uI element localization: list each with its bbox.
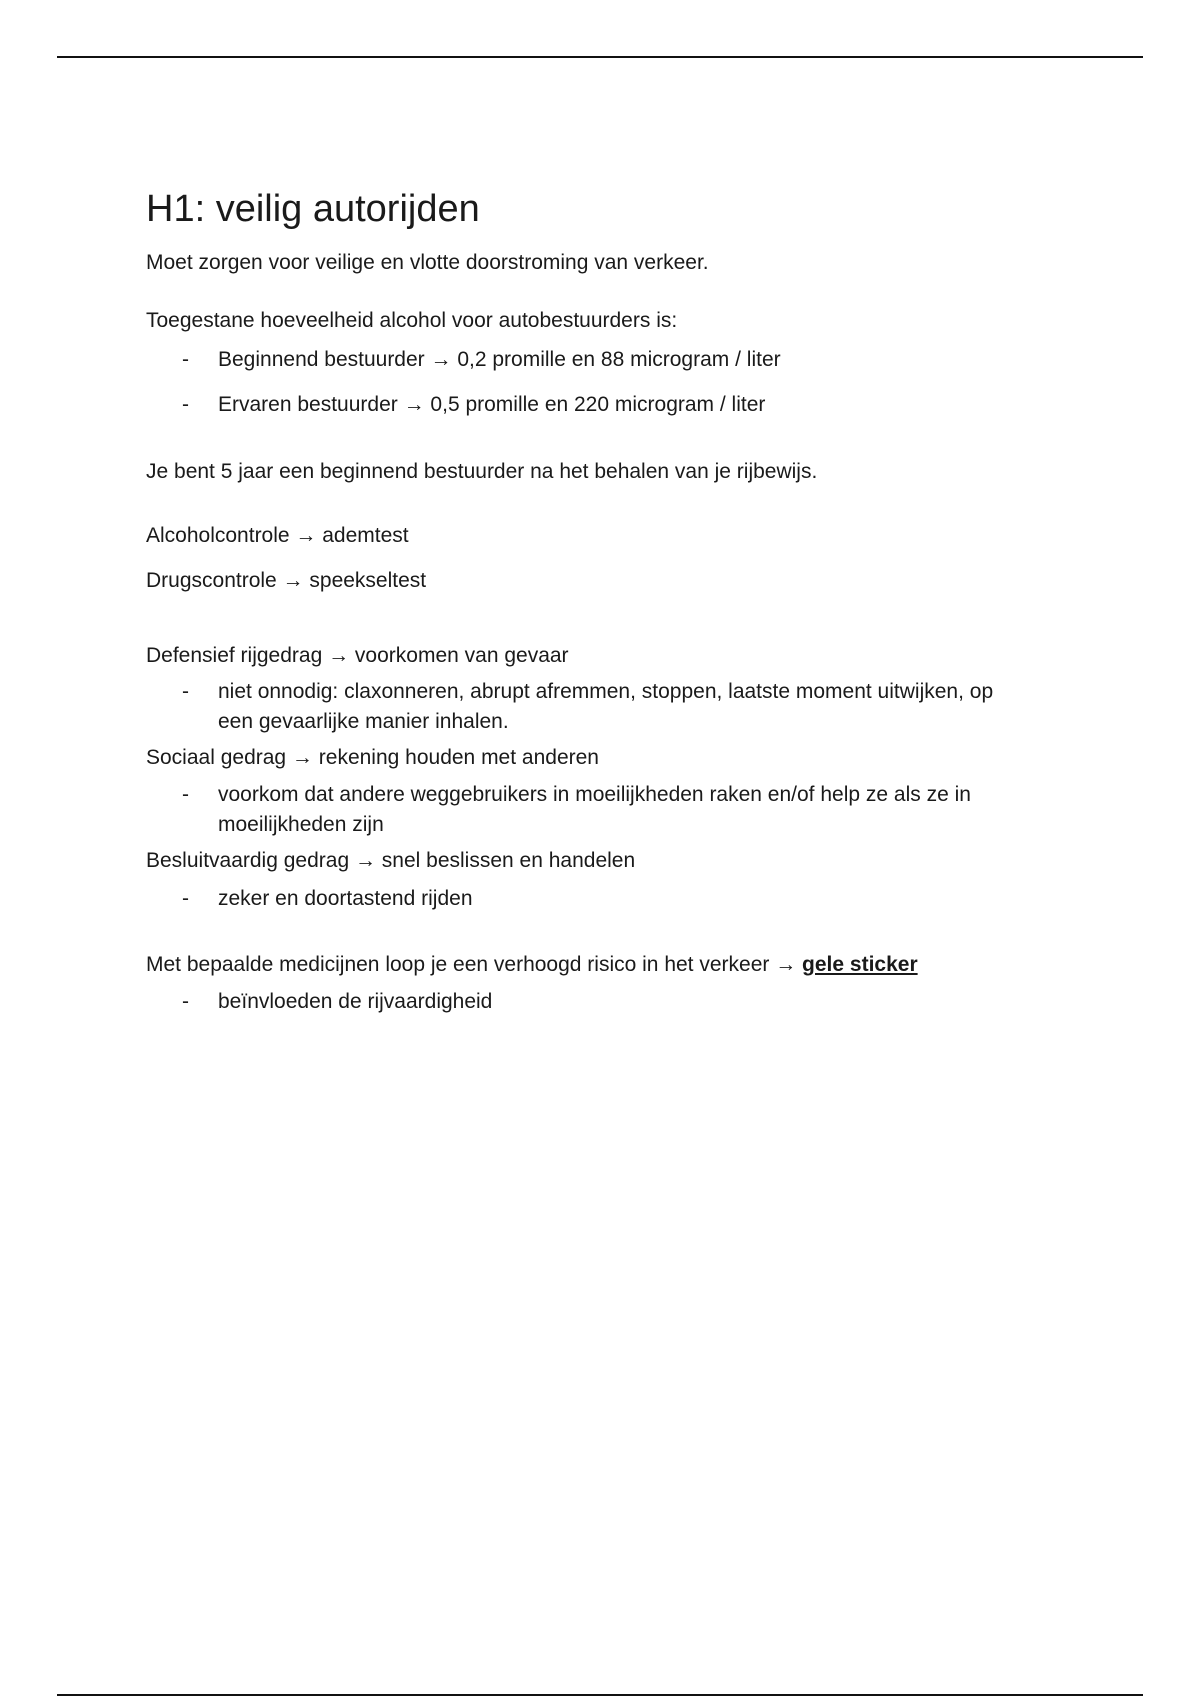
medicine-line	[146, 950, 918, 980]
bullet-dash: -	[182, 680, 189, 703]
alcohol-heading: Toegestane hoeveelheid alcohol voor autobestuurders is:	[146, 309, 678, 332]
intro-text: Moet zorgen voor veilige en vlotte doorstroming van verkeer.	[146, 251, 709, 274]
list-item-text: beïnvloeden de rijvaardigheid	[218, 990, 493, 1013]
list-item-text-line: een gevaarlijke manier inhalen.	[218, 710, 509, 733]
page-title: H1: veilig autorijden	[146, 188, 480, 230]
beginner-note: Je bent 5 jaar een beginnend bestuurder na het behalen van je rijbewijs.	[146, 460, 818, 483]
bottom-rule	[57, 1694, 1143, 1696]
list-item-text: Ervaren bestuurder → 0,5 promille en 220 microgram / liter	[218, 393, 766, 416]
list-item-text-line: niet onnodig: claxonneren, abrupt afremmen, stoppen, laatste moment uitwijken, op	[218, 680, 994, 703]
decisive-heading: Besluitvaardig gedrag → snel beslissen en handelen	[146, 849, 636, 872]
list-item-text	[218, 780, 1038, 840]
social-heading: Sociaal gedrag → rekening houden met anderen	[146, 746, 599, 769]
medicine-emphasis: gele sticker	[802, 953, 918, 976]
list-item-text: Beginnend bestuurder → 0,2 promille en 88 microgram / liter	[218, 348, 781, 371]
medicine-text: Met bepaalde medicijnen loop je een verhoogd risico in het verkeer →	[146, 953, 803, 976]
top-rule	[57, 56, 1143, 58]
bullet-dash: -	[182, 393, 189, 416]
bullet-dash: -	[182, 887, 189, 910]
defensive-heading: Defensief rijgedrag → voorkomen van gevaar	[146, 644, 569, 667]
list-item-text-line: voorkom dat andere weggebruikers in moeilijkheden raken en/of help ze als ze in	[218, 783, 971, 806]
list-item-text	[218, 677, 1038, 737]
bullet-dash: -	[182, 783, 189, 806]
control-line: Drugscontrole → speekseltest	[146, 569, 427, 592]
list-item-text: zeker en doortastend rijden	[218, 887, 473, 910]
list-item-text-line: moeilijkheden zijn	[218, 813, 384, 836]
control-line: Alcoholcontrole → ademtest	[146, 524, 409, 547]
bullet-dash: -	[182, 348, 189, 371]
bullet-dash: -	[182, 990, 189, 1013]
